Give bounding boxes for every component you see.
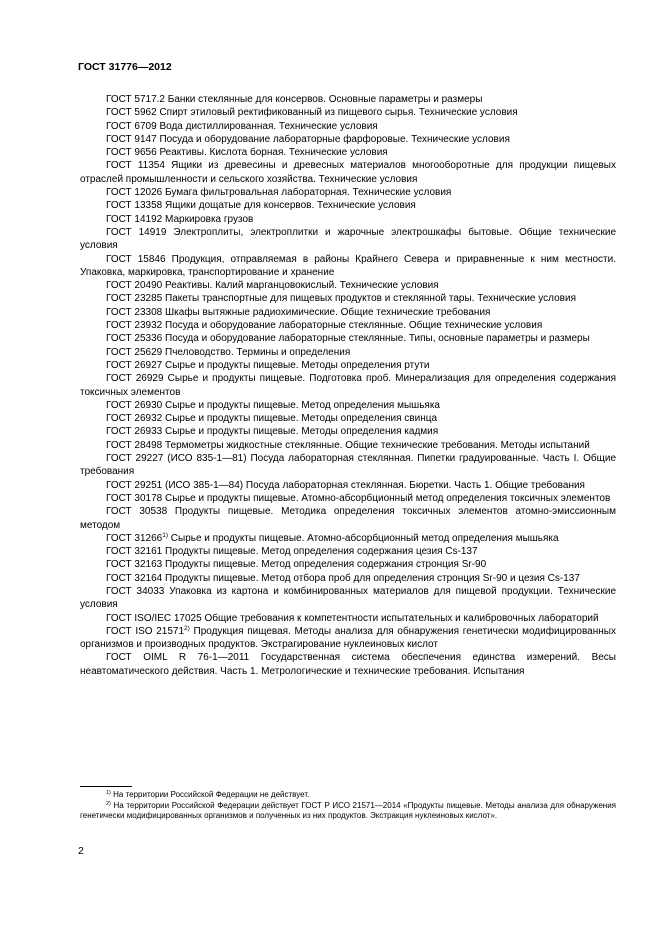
- reference-item: [80, 625, 616, 652]
- reference-code: ГОСТ 31266: [106, 532, 163, 544]
- reference-item: [80, 425, 616, 438]
- reference-code: ГОСТ 14919: [106, 226, 167, 238]
- reference-code: ГОСТ 5717.2: [106, 94, 165, 105]
- reference-code: ГОСТ 20490: [106, 280, 163, 292]
- reference-code: ГОСТ 32161: [106, 546, 163, 558]
- footnote-text: На территории Российской Федерации не действует.: [113, 790, 310, 799]
- reference-code: ГОСТ OIML R 76-1—2011: [106, 652, 250, 664]
- reference-code: ГОСТ 25336: [106, 333, 163, 345]
- reference-item: [80, 651, 616, 678]
- reference-code: ГОСТ 26929: [106, 373, 164, 385]
- reference-title: Сырье и продукты пищевые. Атомно-абсорбционный метод определения мышьяка: [170, 532, 559, 544]
- reference-code: ГОСТ 6709: [106, 120, 157, 132]
- reference-title: Сырье и продукты пищевые. Атомно-абсорбционный метод определения токсичных элементов: [165, 492, 611, 504]
- reference-title: Продукция, отправляемая в районы Крайнего Севера и приравненные к ним местности. Упаковка, маркировка, транспортирование и хранение: [80, 253, 616, 278]
- reference-item: [80, 213, 616, 226]
- reference-title: Посуда и оборудование лабораторные стеклянные. Типы, основные параметры и размеры: [165, 333, 590, 345]
- reference-code: ГОСТ 28498: [106, 439, 163, 451]
- document-header: ГОСТ 31776—2012: [78, 61, 172, 73]
- reference-item: [80, 399, 616, 412]
- footnote-separator: [80, 786, 132, 787]
- reference-item: [80, 253, 616, 280]
- reference-code: ГОСТ 13358: [106, 200, 163, 212]
- footnote-item: [80, 801, 616, 822]
- footnotes: [80, 790, 616, 822]
- normative-references-list: [80, 93, 616, 678]
- reference-item: [80, 319, 616, 332]
- reference-title: Сырье и продукты пищевые. Подготовка проб. Минерализация для определения содержания токсичных элементов: [80, 373, 617, 398]
- reference-item: [80, 292, 616, 305]
- footnote-marker: 2): [184, 624, 190, 632]
- reference-code: ГОСТ 15846: [106, 253, 166, 265]
- reference-item: [80, 226, 616, 253]
- reference-item: [80, 306, 616, 319]
- page-number: 2: [78, 845, 84, 857]
- reference-title: Реактивы. Калий марганцовокислый. Технические условия: [165, 280, 439, 292]
- reference-title: Бумага фильтровальная лабораторная. Технические условия: [165, 187, 452, 199]
- reference-item: [80, 545, 616, 558]
- footnote-mark: 2): [106, 800, 111, 807]
- reference-item: [80, 146, 616, 159]
- reference-item: [80, 199, 616, 212]
- reference-code: ГОСТ 23308: [106, 306, 163, 318]
- reference-item: [80, 572, 616, 585]
- reference-item: [80, 186, 616, 199]
- reference-code: ГОСТ ISO 21571: [106, 625, 185, 637]
- reference-code: ГОСТ 32164: [106, 572, 163, 584]
- reference-code: ГОСТ 26930: [106, 399, 163, 411]
- reference-item: [80, 558, 616, 571]
- reference-title: Вода дистиллированная. Технические условия: [159, 120, 378, 132]
- reference-title: Продукты пищевые. Метод определения содержания стронция Sr-90: [165, 559, 487, 571]
- reference-code: ГОСТ 29251: [106, 479, 163, 491]
- reference-code: ГОСТ 23285: [106, 293, 163, 305]
- reference-title: Сырье и продукты пищевые. Методы определения свинца: [165, 413, 438, 425]
- footnote-item: [80, 790, 616, 801]
- reference-item: [80, 505, 616, 532]
- reference-item: [80, 159, 616, 186]
- reference-title: Пакеты транспортные для пищевых продуктов и стеклянной тары. Технические условия: [165, 293, 576, 305]
- reference-item: [80, 359, 616, 372]
- reference-code: ГОСТ 32163: [106, 559, 163, 571]
- reference-code: ГОСТ 26932: [106, 413, 163, 425]
- reference-title: Спирт этиловый ректификованный из пищевого сырья. Технические условия: [159, 107, 518, 119]
- reference-item: [80, 346, 616, 359]
- reference-code: ГОСТ ISO/IEC 17025: [106, 612, 202, 624]
- reference-code: ГОСТ 34033: [106, 585, 165, 597]
- reference-title: Реактивы. Кислота борная. Технические условия: [159, 147, 388, 159]
- reference-title: Ящики дощатые для консервов. Технические условия: [165, 200, 416, 212]
- reference-title: Маркировка грузов: [165, 213, 254, 225]
- reference-title: Электроплиты, электроплитки и жарочные электрошкафы бытовые. Общие технические условия: [80, 226, 617, 252]
- reference-title: Посуда и оборудование лабораторные стеклянные. Общие технические условия: [165, 320, 543, 332]
- reference-item: [80, 133, 616, 146]
- reference-item: [80, 93, 616, 106]
- reference-code: ГОСТ 9147: [106, 133, 157, 145]
- reference-code: ГОСТ 12026: [106, 187, 163, 199]
- reference-title: Посуда и оборудование лабораторные фарфоровые. Технические условия: [159, 133, 510, 145]
- reference-item: [80, 585, 616, 612]
- reference-code: ГОСТ 26933: [106, 426, 163, 438]
- reference-item: [80, 452, 616, 479]
- reference-title: Шкафы вытяжные радиохимические. Общие технические требования: [165, 306, 491, 318]
- reference-item: [80, 372, 616, 399]
- reference-title: Государственная система обеспечения единства измерений. Весы неавтоматического действия. Часть 1. Метрологические и технические требования. Испытания: [80, 652, 616, 677]
- reference-item: [80, 106, 616, 119]
- reference-title: Сырье и продукты пищевые. Методы определения ртути: [165, 359, 430, 371]
- reference-title: Упаковка из картона и комбинированных материалов для пищевой продукции. Технические условия: [80, 585, 617, 611]
- reference-title: (ИСО 385-1—84) Посуда лабораторная стеклянная. Бюретки. Часть 1. Общие требования: [165, 479, 585, 491]
- reference-title: Сырье и продукты пищевые. Методы определения кадмия: [165, 426, 439, 438]
- reference-item: [80, 479, 616, 492]
- reference-item: [80, 532, 616, 545]
- footnote-marker: 1): [162, 531, 168, 539]
- reference-title: Общие требования к компетентности испытательных и калибровочных лабораторий: [204, 612, 599, 624]
- footnote-text: На территории Российской Федерации действует ГОСТ Р ИСО 21571—2014 «Продукты пищевые. Методы анализа для обнаружения генетически модифицированных организмов и полученных из них продуктов. Экстракция нуклеиновых кислот».: [80, 800, 616, 821]
- reference-title: Ящики из древесины и древесных материалов многооборотные для продукции пищевых отраслей промышленности и сельского хозяйства. Технические условия: [80, 160, 616, 185]
- reference-item: [80, 412, 616, 425]
- reference-item: [80, 120, 616, 133]
- reference-code: ГОСТ 29227: [106, 453, 164, 465]
- reference-item: [80, 332, 616, 345]
- reference-item: [80, 439, 616, 452]
- reference-code: ГОСТ 9656: [106, 147, 157, 159]
- reference-item: [80, 279, 616, 292]
- reference-code: ГОСТ 5962: [106, 107, 157, 119]
- reference-item: [80, 492, 616, 505]
- reference-title: Продукты пищевые. Методика определения токсичных элементов атомно-эмиссионным методом: [80, 506, 616, 531]
- reference-code: ГОСТ 11354: [106, 160, 165, 172]
- reference-item: [80, 612, 616, 625]
- reference-title: Банки стеклянные для консервов. Основные параметры и размеры: [167, 94, 483, 105]
- reference-code: ГОСТ 25629: [106, 346, 163, 358]
- reference-title: Пчеловодство. Термины и определения: [165, 346, 351, 358]
- footnote-mark: 1): [106, 790, 111, 796]
- reference-title: Сырье и продукты пищевые. Метод определения мышьяка: [165, 399, 440, 411]
- reference-code: ГОСТ 14192: [106, 213, 163, 225]
- reference-code: ГОСТ 26927: [106, 359, 163, 371]
- reference-title: Продукты пищевые. Метод отбора проб для определения стронция Sr-90 и цезия Cs-137: [165, 572, 580, 584]
- reference-code: ГОСТ 23932: [106, 320, 163, 332]
- reference-title: Продукция пищевая. Методы анализа для обнаружения генетически модифицированных организмов и производных продуктов. Экстрагирование нуклеиновых кислот: [80, 625, 616, 651]
- reference-title: Продукты пищевые. Метод определения содержания цезия Cs-137: [165, 546, 478, 558]
- reference-title: (ИСО 835-1—81) Посуда лабораторная стеклянная. Пипетки градуированные. Часть I. Общие требования: [80, 453, 616, 478]
- reference-code: ГОСТ 30178: [106, 492, 163, 504]
- reference-code: ГОСТ 30538: [106, 506, 168, 518]
- reference-title: Термометры жидкостные стеклянные. Общие технические требования. Методы испытаний: [165, 439, 590, 451]
